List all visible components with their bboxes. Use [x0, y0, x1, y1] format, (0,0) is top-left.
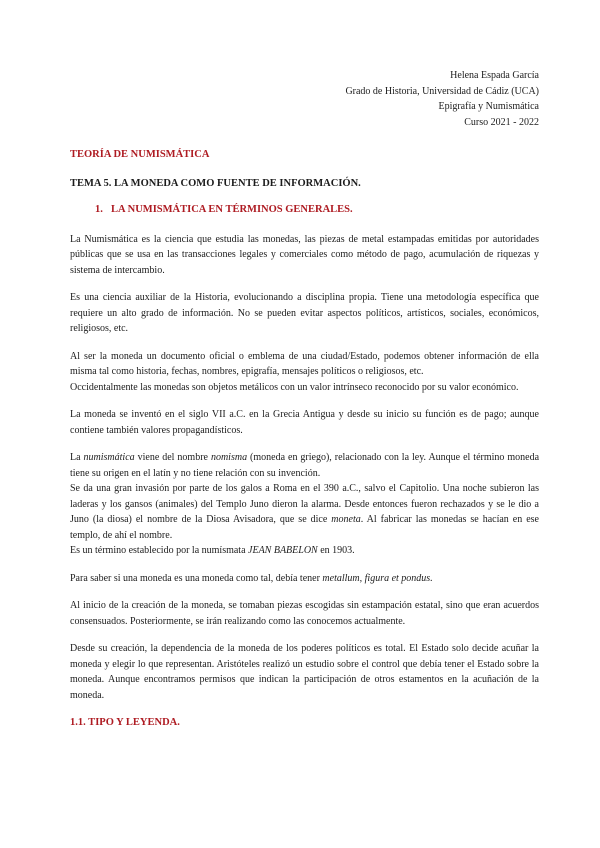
header-author: Helena Espada García: [450, 70, 539, 81]
paragraph: [70, 641, 539, 703]
paragraph: [70, 450, 539, 481]
text-run: Es una ciencia auxiliar de la Historia, evolucionando a disciplina propia. Tiene una metodología específica que requiere un alto grado de información. No se pueden evitar aspectos políticos, artísticos, sociales, económicos, religiosos, etc.: [70, 292, 539, 334]
paragraph: [70, 349, 539, 380]
text-run: Desde su creación, la dependencia de la moneda de los poderes políticos es total. El Estado solo decide acuñar la moneda y elegir lo que representan. Aristóteles realizó un estudio sobre el control que debía tener el Estado sobre la moneda. Aunque encontramos permisos que indican la participación de otros estamentos en la acuñación de la moneda.: [70, 643, 539, 701]
italic-run: metallum, figura et pondus.: [322, 572, 433, 584]
paragraph: [70, 598, 539, 629]
text-run: Occidentalmente las monedas son objetos metálicos con un valor intrínseco reconocido por su valor económico.: [70, 381, 519, 393]
text-run: en 1903.: [317, 545, 355, 556]
topic-title: TEMA 5. LA MONEDA COMO FUENTE DE INFORMACIÓN.: [70, 177, 361, 189]
italic-run: nomisma: [210, 452, 248, 463]
document-header: [70, 68, 539, 130]
italic-run: JEAN BABELON: [248, 545, 318, 556]
text-block: [70, 349, 539, 396]
text-run: La Numismática es la ciencia que estudia las monedas, las piezas de metal estampadas emitidas por autoridades públicas que se usa en las transacciones legales y comerciales como método de pago, acumulación de riquezas y sistema de intercambio.: [70, 233, 539, 276]
subsection-heading: 1.1. TIPO Y LEYENDA.: [70, 717, 180, 728]
text-block: [70, 598, 539, 629]
paragraph: [70, 571, 539, 587]
italic-run: moneta: [331, 514, 361, 525]
section-heading: [70, 202, 539, 218]
text-run: Se da una gran invasión por parte de los galos a Roma en el 390 a.C., salvo el Capitolio. Una noche subieron las laderas y los gansos (animales) del Templo Juno dieron la alarma. Desde entonces fueron rechazados y se le dio a Juno (la diosa) el nombre de la Diosa Avisadora, que se dice: [70, 483, 539, 525]
text-run: La: [70, 452, 84, 463]
text-run: La moneda se inventó en el siglo VII a.C. en la Grecia Antigua y desde su inicio su función es de pago; aunque contiene también valores propagandísticos.: [70, 409, 539, 436]
paragraph: [70, 380, 539, 396]
text-block: [70, 571, 539, 587]
paragraph: [70, 290, 539, 337]
text-run: . Al fabricar las monedas se hacían en ese templo, de ahí el nombre.: [70, 514, 539, 541]
header-degree: Grado de Historia, Universidad de Cádiz (UCA): [345, 85, 539, 97]
section-number: 1.: [95, 204, 103, 215]
paragraph: [70, 407, 539, 438]
course-title: TEORÍA DE NUMISMÁTICA: [70, 149, 210, 160]
paragraph: [70, 232, 539, 279]
text-block: [70, 232, 539, 279]
text-block: [70, 290, 539, 337]
italic-run: numismática: [83, 452, 135, 463]
text-block: [70, 407, 539, 438]
paragraph: [70, 481, 539, 543]
text-block: [70, 641, 539, 703]
text-run: Para saber si una moneda es una moneda como tal, debía tener: [70, 572, 323, 584]
text-run: Es un término establecido por la numísmata: [70, 545, 249, 556]
header-course-year: Curso 2021 - 2022: [464, 116, 539, 128]
header-subject: Epigrafía y Numismática: [438, 101, 539, 112]
section-title: LA NUMISMÁTICA EN TÉRMINOS GENERALES.: [111, 204, 353, 215]
document-body: [70, 232, 539, 704]
text-run: viene del nombre: [134, 452, 211, 463]
text-run: Al ser la moneda un documento oficial o emblema de una ciudad/Estado, podemos obtener información de ella misma tal como historia, fechas, nombres, epigrafía, mensajes políticos o religiosos, etc.: [70, 350, 539, 377]
text-run: (moneda en griego), relacionado con la ley. Aunque el término moneda tiene su origen en el latín y no tiene relación con su invención.: [70, 452, 540, 479]
paragraph: [70, 543, 539, 559]
text-block: [70, 450, 539, 559]
text-run: Al inicio de la creación de la moneda, se tomaban piezas escogidas sin estampación estatal, sino que eran acuerdos consensuados. Posteriormente, se irán realizando como las conocemos actualmente.: [70, 600, 539, 627]
